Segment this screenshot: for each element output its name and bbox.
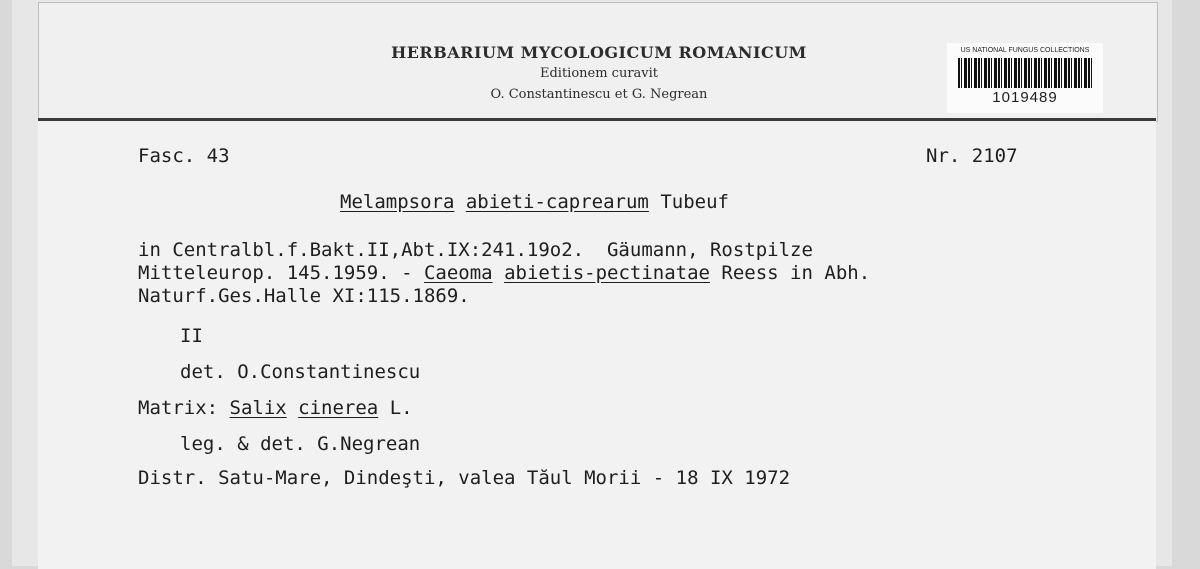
barcode-number: 1019489 [992,89,1058,106]
citation-line-3: Naturf.Ges.Halle XI:115.1869. [138,285,470,307]
herbarium-subtitle: Editionem curavit [539,66,659,81]
host-genus: Salix [229,397,287,419]
barcode-institution: US NATIONAL FUNGUS COLLECTIONS [960,47,1090,54]
species-genus: Melampsora [340,191,455,213]
determiner: det. O.Constantinescu [180,361,421,383]
header-text [339,43,859,102]
citation-line-1: in Centralbl.f.Bakt.II,Abt.IX:241.19o2. Gäumann, Rostpilze [138,239,813,261]
citation-line-2 [138,262,870,284]
specimen-number: Nr. 2107 [926,145,1018,167]
host-epithet: cinerea [298,397,379,419]
synonym-epithet: abietis-pectinatae [504,262,710,284]
header-card [38,2,1158,122]
barcode-label [947,43,1103,113]
spore-stage: II [180,325,203,347]
herbarium-editors: O. Constantinescu et G. Negrean [490,87,708,102]
host-author: L. [378,397,413,419]
synonym-genus: Caeoma [423,262,493,284]
species-author: Tubeuf [660,191,729,213]
fascicle-number: Fasc. 43 [138,145,230,167]
specimen-label [38,118,1156,569]
barcode-icon [958,58,1092,88]
citation-line-2-suffix: Reess in Abh. [709,262,871,284]
citation-line-2-prefix: Mitteleurop. 145.1959. - [138,262,424,284]
collector: leg. & det. G.Negrean [180,433,421,455]
locality: Distr. Satu-Mare, Dindeşti, valea Tăul Morii - 18 IX 1972 [138,467,791,489]
herbarium-title: HERBARIUM MYCOLOGICUM ROMANICUM [391,43,807,62]
matrix-prefix: Matrix: [138,397,230,419]
species-epithet: abieti-caprearum [465,191,649,213]
species-name [340,191,729,213]
matrix-line [138,397,413,419]
